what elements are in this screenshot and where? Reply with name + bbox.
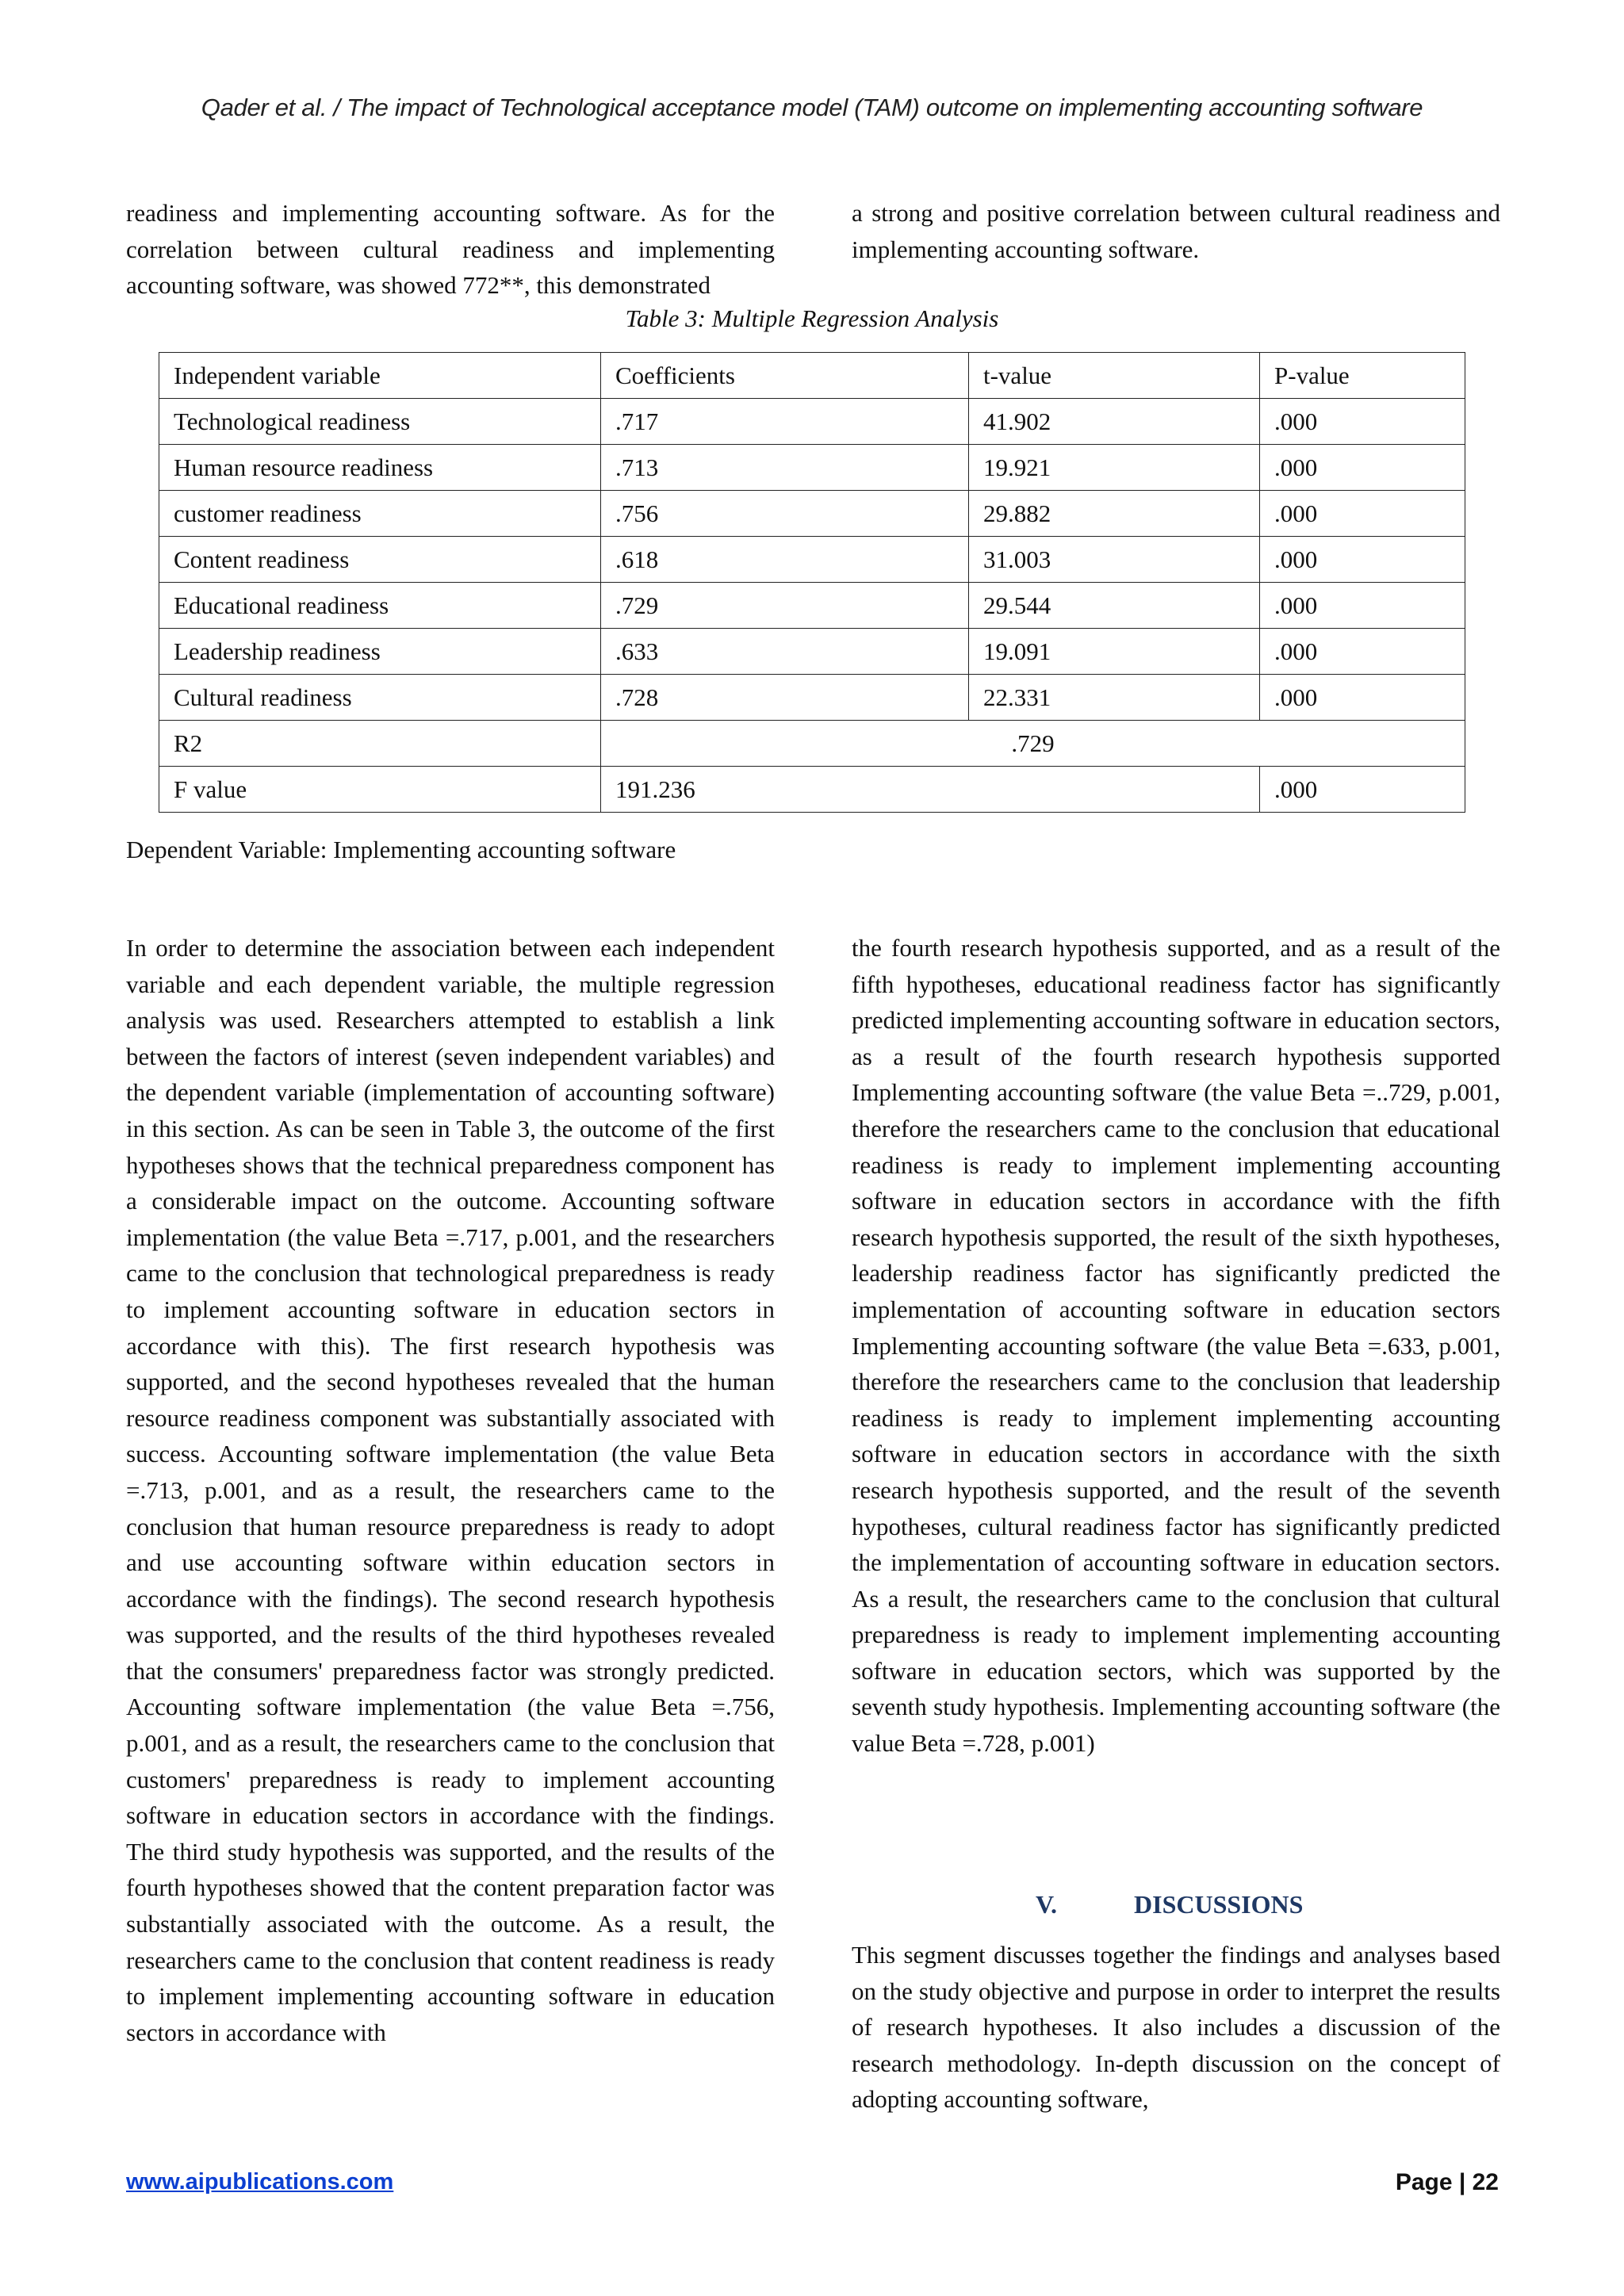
- top-right-text: [852, 195, 1500, 267]
- table-row: [159, 537, 1465, 583]
- p-value-cell: .000: [1260, 675, 1465, 721]
- coefficient-cell: .633: [601, 629, 969, 675]
- table-header-row: [159, 353, 1465, 399]
- variable-cell: Content readiness: [159, 537, 601, 583]
- p-value-cell: .000: [1260, 445, 1465, 491]
- body-right-column: [852, 930, 1500, 1762]
- top-left-text: [126, 195, 775, 304]
- header-cell: P-value: [1260, 353, 1465, 399]
- variable-cell: Leadership readiness: [159, 629, 601, 675]
- coefficient-cell: .729: [601, 583, 969, 629]
- coefficient-cell: .713: [601, 445, 969, 491]
- t-value-cell: 29.544: [969, 583, 1260, 629]
- table-row: [159, 445, 1465, 491]
- header-cell: Independent variable: [159, 353, 601, 399]
- paragraph: This segment discusses together the findings and analyses based on the study objective and purpose in order to interpret the results of research hypotheses. It also includes a discussion of the research methodology. In-depth discussion on the concept of adopting accounting software,: [852, 1941, 1500, 2114]
- table-row: [159, 399, 1465, 445]
- p-value-cell: .000: [1260, 491, 1465, 537]
- paragraph: the fourth research hypothesis supported, and as a result of the fifth hypotheses, educational readiness factor has significantly predicted implementing accounting software in education sectors, as a result of the fourth research hypothesis supported Implementing accounting software (the value Beta =..729, p.001, therefore the researchers came to the conclusion that educational readiness is ready to implement implementing accounting software in education sectors in accordance with the fifth research hypothesis supported, the result of the sixth hypotheses, leadership readiness factor has significantly predicted the implementation of accounting software in education sectors Implementing accounting software (the value Beta =.633, p.001, therefore the researchers came to the conclusion that leadership readiness is ready to implement implementing accounting software in education sectors in accordance with the sixth research hypothesis supported, and the result of the seventh hypotheses, cultural readiness factor has significantly predicted the implementation of accounting software in education sectors. As a result, the researchers came to the conclusion that cultural preparedness is ready to implement implementing accounting software in education sectors, which was supported by the seventh study hypothesis. Implementing accounting software (the value Beta =.728, p.001): [852, 934, 1500, 1758]
- p-value-cell: .000: [1260, 583, 1465, 629]
- t-value-cell: 31.003: [969, 537, 1260, 583]
- table-note: Dependent Variable: Implementing accounting software: [126, 836, 676, 863]
- p-value-cell: .000: [1260, 399, 1465, 445]
- r2-value: .729: [601, 721, 1465, 767]
- running-header: Qader et al. / The impact of Technological acceptance model (TAM) outcome on implementing accounting software: [201, 94, 1423, 121]
- header-cell: t-value: [969, 353, 1260, 399]
- section-title: DISCUSSIONS: [1134, 1890, 1304, 1919]
- variable-cell: customer readiness: [159, 491, 601, 537]
- t-value-cell: 22.331: [969, 675, 1260, 721]
- coefficient-cell: .618: [601, 537, 969, 583]
- table-caption: Table 3: Multiple Regression Analysis: [625, 304, 999, 332]
- f-label: F value: [159, 767, 601, 813]
- table-row: [159, 491, 1465, 537]
- f-value: 191.236: [601, 767, 1260, 813]
- header-cell: Coefficients: [601, 353, 969, 399]
- regression-table: [159, 352, 1465, 813]
- f-p-value: .000: [1260, 767, 1465, 813]
- p-value-cell: .000: [1260, 537, 1465, 583]
- f-value-row: [159, 767, 1465, 813]
- table-row: [159, 583, 1465, 629]
- variable-cell: Human resource readiness: [159, 445, 601, 491]
- r2-row: [159, 721, 1465, 767]
- publisher-link[interactable]: www.aipublications.com: [126, 2169, 394, 2195]
- page-number: Page | 22: [1395, 2169, 1499, 2195]
- paragraph: readiness and implementing accounting software. As for the correlation between cultural readiness and implementing accounting software, was showed 772**, this demonstrated: [126, 199, 775, 300]
- t-value-cell: 41.902: [969, 399, 1260, 445]
- section-number: V.: [1036, 1890, 1057, 1919]
- variable-cell: Technological readiness: [159, 399, 601, 445]
- t-value-cell: 19.091: [969, 629, 1260, 675]
- variable-cell: Cultural readiness: [159, 675, 601, 721]
- body-left-column: [126, 930, 775, 2050]
- r2-label: R2: [159, 721, 601, 767]
- variable-cell: Educational readiness: [159, 583, 601, 629]
- table-row: [159, 629, 1465, 675]
- coefficient-cell: .717: [601, 399, 969, 445]
- coefficient-cell: .756: [601, 491, 969, 537]
- t-value-cell: 19.921: [969, 445, 1260, 491]
- coefficient-cell: .728: [601, 675, 969, 721]
- table-row: [159, 675, 1465, 721]
- p-value-cell: .000: [1260, 629, 1465, 675]
- paragraph: In order to determine the association between each independent variable and each dependent variable, the multiple regression analysis was used. Researchers attempted to establish a link between the factors of interest (seven independent variables) and the dependent variable (implementation of accounting software) in this section. As can be seen in Table 3, the outcome of the first hypotheses shows that the technical preparedness component has a considerable impact on the outcome. Accounting software implementation (the value Beta =.717, p.001, and the researchers came to the conclusion that technological preparedness is ready to implement accounting software in education sectors in accordance with this). The first research hypothesis was supported, and the second hypotheses revealed that the human resource readiness component was substantially associated with success. Accounting software implementation (the value Beta =.713, p.001, and as a result, the researchers came to the conclusion that human resource preparedness is ready to adopt and use accounting software within education sectors in accordance with the findings). The second research hypothesis was supported, and the results of the third hypotheses revealed that the consumers' preparedness factor was strongly predicted. Accounting software implementation (the value Beta =.756, p.001, and as a result, the researchers came to the conclusion that customers' preparedness is ready to implement accounting software in education sectors in accordance with the findings. The third study hypothesis was supported, and the results of the fourth hypotheses showed that the content preparation factor was substantially associated with the outcome. As a result, the researchers came to the conclusion that content readiness is ready to implement implementing accounting software in education sectors in accordance with: [126, 934, 775, 2046]
- discussion-text: [852, 1937, 1500, 2118]
- paragraph: a strong and positive correlation between cultural readiness and implementing accounting software.: [852, 199, 1500, 263]
- t-value-cell: 29.882: [969, 491, 1260, 537]
